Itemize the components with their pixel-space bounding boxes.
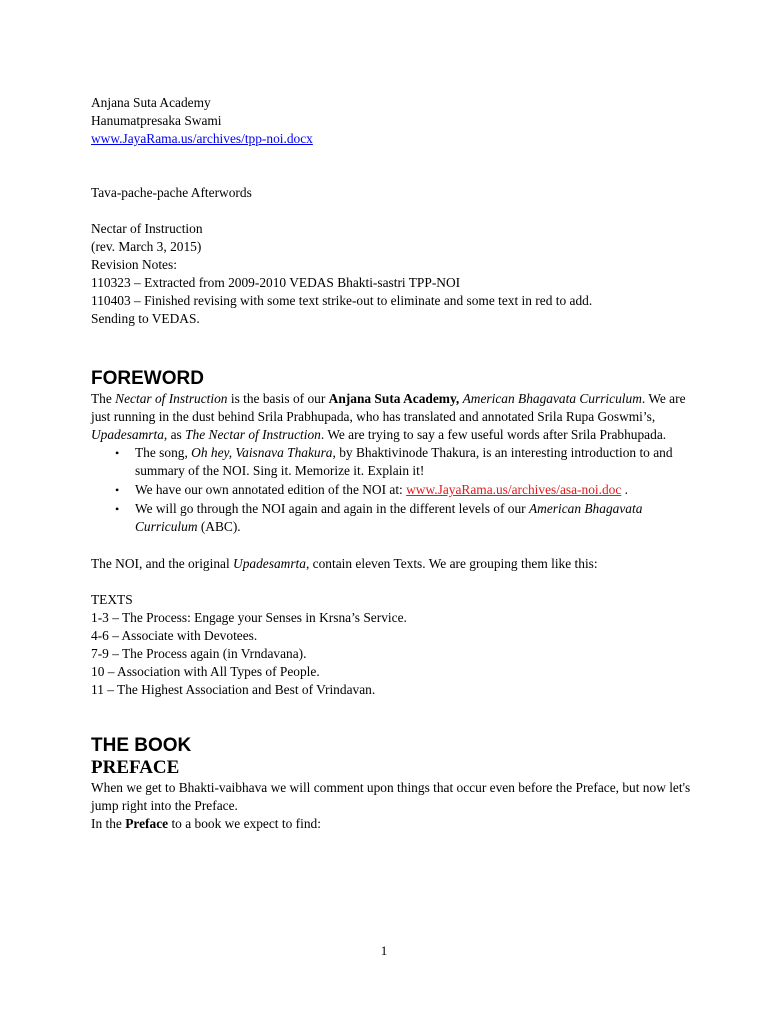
spacer bbox=[91, 699, 691, 735]
spacer bbox=[91, 328, 691, 368]
text-run: , contain eleven Texts. We are grouping them like this: bbox=[305, 556, 598, 571]
header-academy: Anjana Suta Academy bbox=[91, 95, 211, 110]
italic-title: The Nectar of Instruction bbox=[185, 427, 321, 442]
text-run: In the bbox=[91, 816, 126, 831]
texts-label: TEXTS bbox=[91, 592, 133, 607]
page-number: 1 bbox=[380, 943, 388, 958]
revision-notes-label: Revision Notes: bbox=[91, 257, 177, 272]
italic-title: American Bhagavata Curriculum bbox=[462, 391, 642, 406]
texts-item-3: 7-9 – The Process again (in Vrndavana). bbox=[91, 646, 307, 661]
text-run: The bbox=[91, 391, 116, 406]
preface-heading: PREFACE bbox=[91, 757, 180, 778]
foreword-paragraph-2 bbox=[91, 555, 691, 573]
text-run: . bbox=[621, 482, 628, 497]
italic-title: American Bhagavata Curriculum bbox=[135, 501, 643, 534]
text-run: . We are trying to say a few useful words after Srila Prabhupada. bbox=[320, 427, 667, 442]
bullet-marker: • bbox=[115, 483, 120, 497]
foreword-paragraph-1 bbox=[91, 390, 691, 444]
bold-term: Preface bbox=[125, 816, 169, 831]
foreword-heading: FOREWORD bbox=[91, 368, 204, 389]
bold-name: Anjana Suta Academy, bbox=[328, 391, 460, 406]
texts-item-5: 11 – The Highest Association and Best of Vrindavan. bbox=[91, 682, 376, 697]
text-run: , as bbox=[163, 427, 186, 442]
italic-title: Upadesamrta bbox=[91, 427, 164, 442]
annotated-edition-link[interactable]: www.JayaRama.us/archives/asa-noi.doc bbox=[406, 482, 622, 497]
list-item bbox=[91, 500, 691, 536]
revision-note-2: 110403 – Finished revising with some text strike-out to eliminate and some text in red to add. bbox=[91, 293, 593, 308]
revision-date: (rev. March 3, 2015) bbox=[91, 239, 202, 254]
text-run: We have our own annotated edition of the NOI at: bbox=[135, 482, 407, 497]
revision-note-3: Sending to VEDAS. bbox=[91, 311, 200, 326]
list-item bbox=[91, 481, 691, 499]
text-run: We will go through the NOI again and again in the different levels of our bbox=[135, 501, 529, 516]
text-run: is the basis of our bbox=[227, 391, 329, 406]
revision-note-1: 110323 – Extracted from 2009-2010 VEDAS Bhakti-sastri TPP-NOI bbox=[91, 275, 461, 290]
preface-paragraph-2 bbox=[91, 815, 691, 833]
italic-title: Nectar of Instruction bbox=[115, 391, 228, 406]
text-run: . We are just running in the dust behind Srila Prabhupada, who has translated and annotated Srila Rupa Goswmi’s, bbox=[91, 391, 686, 424]
spacer bbox=[91, 202, 691, 220]
texts-item-1: 1-3 – The Process: Engage your Senses in Krsna’s Service. bbox=[91, 610, 407, 625]
text-run: to a book we expect to find: bbox=[168, 816, 321, 831]
doc-title: Nectar of Instruction bbox=[91, 221, 203, 236]
preface-paragraph-1: When we get to Bhakti-vaibhava we will comment upon things that occur even before the Preface, but now let's jump right into the Preface. bbox=[91, 780, 691, 813]
text-run: , by Bhaktivinode Thakura, is an interesting introduction to and summary of the NOI. Sing it. Memorize it. Explain it! bbox=[135, 445, 673, 478]
bullet-marker: • bbox=[115, 446, 120, 460]
italic-title: Upadesamrta bbox=[233, 556, 306, 571]
text-run: The NOI, and the original bbox=[91, 556, 234, 571]
text-run: (ABC). bbox=[197, 519, 241, 534]
list-item bbox=[91, 444, 691, 480]
spacer bbox=[91, 537, 691, 555]
page-content bbox=[91, 94, 691, 833]
texts-item-4: 10 – Association with All Types of People. bbox=[91, 664, 320, 679]
the-book-heading: THE BOOK bbox=[91, 735, 192, 756]
spacer bbox=[91, 148, 691, 184]
bullet-marker: • bbox=[115, 502, 120, 516]
text-run: The song, bbox=[135, 445, 192, 460]
header-url-link[interactable]: www.JayaRama.us/archives/tpp-noi.docx bbox=[91, 131, 313, 146]
foreword-bullet-list bbox=[91, 444, 691, 536]
header-author: Hanumatpresaka Swami bbox=[91, 113, 222, 128]
doc-subtitle: Tava-pache-pache Afterwords bbox=[91, 185, 252, 200]
spacer bbox=[91, 573, 691, 591]
italic-title: Oh hey, Vaisnava Thakura bbox=[191, 445, 333, 460]
texts-item-2: 4-6 – Associate with Devotees. bbox=[91, 628, 258, 643]
header-url-line bbox=[91, 130, 691, 148]
